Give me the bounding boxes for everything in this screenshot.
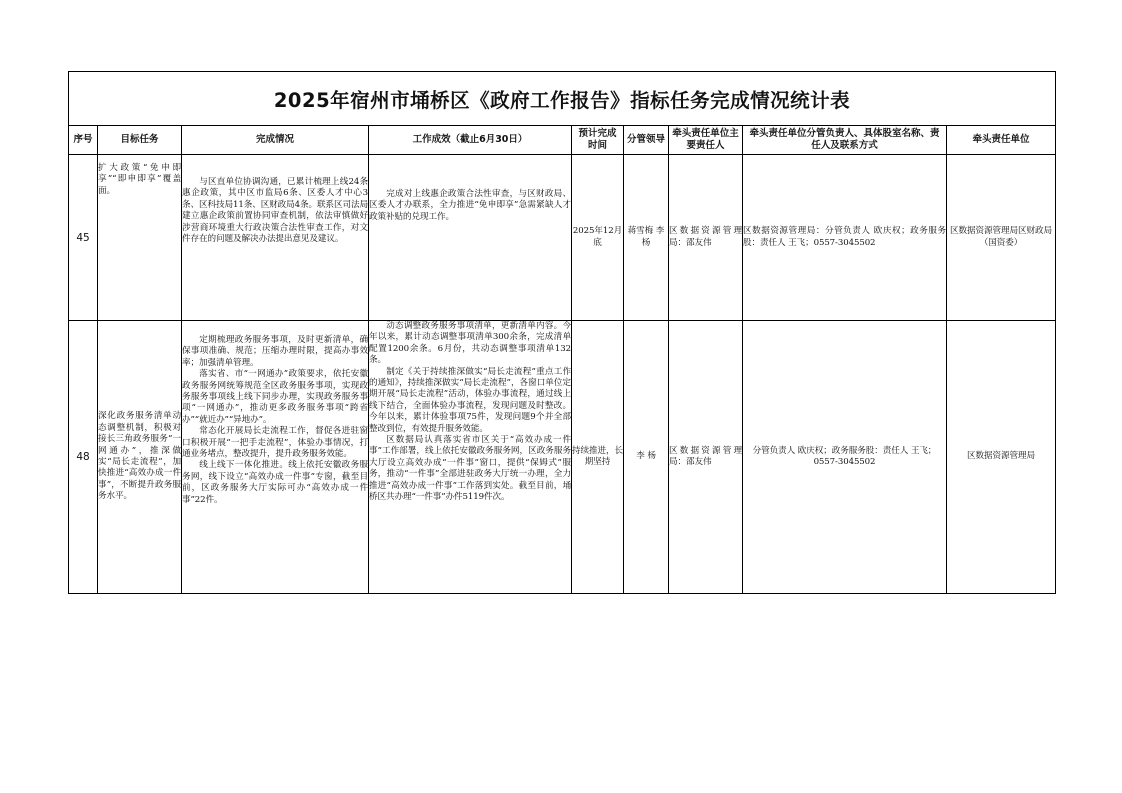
row-deadline: 持续推进，长期坚持 <box>572 321 624 594</box>
row-status <box>182 155 369 321</box>
row-seq: 48 <box>69 321 98 594</box>
row-results <box>369 155 572 321</box>
header-results: 工作成效（截止6月30日） <box>369 126 572 155</box>
header-lead-person: 牵头责任单位主要责任人 <box>669 126 743 155</box>
results-paragraph: 制定《关于持续推深做实“局长走流程”重点工作的通知》，持续推深做实“局长走流程”，各窗口单位定期开展“局长走流程”活动，体验办事流程，通过线上线下结合，全面体验办事流程，发现问题及时整改。今年以来，累计体验事项75件，发现问题9个并全部整改到位，有效提升服务效能。 <box>369 366 571 434</box>
status-paragraph: 落实省、市“一网通办”政策要求，依托安徽政务服务网统筹规范全区政务服务事项，实现政务服务事项线上线下同步办理，实现政务服务事项“一网通办”，推动更多政务服务事项“跨省办”“就近办”“异地办”。 <box>182 369 368 425</box>
header-status: 完成情况 <box>182 126 369 155</box>
results-paragraph: 完成对上线惠企政策合法性审查，与区财政局、区委人才办联系，全力推进“免申即享”急需紧缺人才政策补贴的兑现工作。 <box>369 189 571 222</box>
table-row <box>69 155 1056 321</box>
row-contact: 分管负责人 欧庆权；政务服务股：责任人 王飞；0557-3045502 <box>743 321 947 594</box>
row-leader: 蒋雪梅 李 杨 <box>624 155 669 321</box>
row-contact: 区数据资源管理局：分管负责人 欧庆权；政务服务股：责任人 王飞；0557-3045502 <box>743 155 947 321</box>
header-lead-unit: 牵头责任单位 <box>947 126 1056 155</box>
status-paragraph: 线上线下一体化推进。线上依托安徽政务服务网，线下设立“高效办成一件事”专窗，截至目前，区政务服务大厅实际可办“高效办成一件事”22件。 <box>182 460 368 505</box>
row-target: 扩大政策“免申即享”“即申即享”覆盖面。 <box>98 155 182 321</box>
status-paragraph: 常态化开展局长走流程工作，督促各进驻窗口积极开展“一把手走流程”，体验办事情况，打通业务堵点，整改提升，提升政务服务效能。 <box>182 426 368 460</box>
row-lead-person: 区数据资源管理局：邵友伟 <box>669 321 743 594</box>
row-status <box>182 321 369 594</box>
row-lead-unit: 区数据资源管理局 <box>947 321 1056 594</box>
statistics-table <box>68 71 1056 594</box>
row-leader: 李 杨 <box>624 321 669 594</box>
page-title: 2025年宿州市埇桥区《政府工作报告》指标任务完成情况统计表 <box>69 72 1056 126</box>
row-results <box>369 321 572 594</box>
status-paragraph: 与区直单位协调沟通，已累计梳理上线24条惠企政策，其中区市监局6条、区委人才中心3条、区科技局11条、区财政局4条。联系区司法局建立惠企政策前置协同审查机制，依法审慎做好涉营商环境重大行政决策合法性审查工作，对文件存在的问题及解决办法提出意见及建议。 <box>182 177 368 245</box>
row-lead-person: 区数据资源管理局：邵友伟 <box>669 155 743 321</box>
header-deadline: 预计完成时间 <box>572 126 624 155</box>
row-target: 深化政务服务清单动态调整机制，积极对接长三角政务服务“一网通办”，推深做实“局长走流程”，加快推进“高效办成一件事”，不断提升政务服务水平。 <box>98 321 182 594</box>
header-target: 目标任务 <box>98 126 182 155</box>
table-row <box>69 321 1056 594</box>
results-paragraph: 动态调整政务服务事项清单，更新清单内容。今年以来，累计动态调整事项清单300余条，完成清单配置1200余条。6月份，共动态调整事项清单132条。 <box>369 321 571 366</box>
results-paragraph: 区数据局认真落实省市区关于“高效办成一件事”工作部署，线上依托安徽政务服务网，区政务服务大厅设立高效办成“一件事”窗口，提供“保姆式”服务，推动“一件事”全部进驻政务大厅统一办理，全力推进“高效办成一件事”工作落到实处。截至目前，埇桥区共办理“一件事”办件5119件次。 <box>369 435 571 503</box>
header-contact: 牵头责任单位分管负责人、具体股室名称、责任人及联系方式 <box>743 126 947 155</box>
row-lead-unit: 区数据资源管理局区财政局（国资委） <box>947 155 1056 321</box>
header-leader: 分管领导 <box>624 126 669 155</box>
header-seq: 序号 <box>69 126 98 155</box>
row-seq: 45 <box>69 155 98 321</box>
status-paragraph: 定期梳理政务服务事项，及时更新清单，确保事项准确、规范；压缩办理时限，提高办事效率；加强清单管理。 <box>182 335 368 368</box>
row-deadline: 2025年12月底 <box>572 155 624 321</box>
